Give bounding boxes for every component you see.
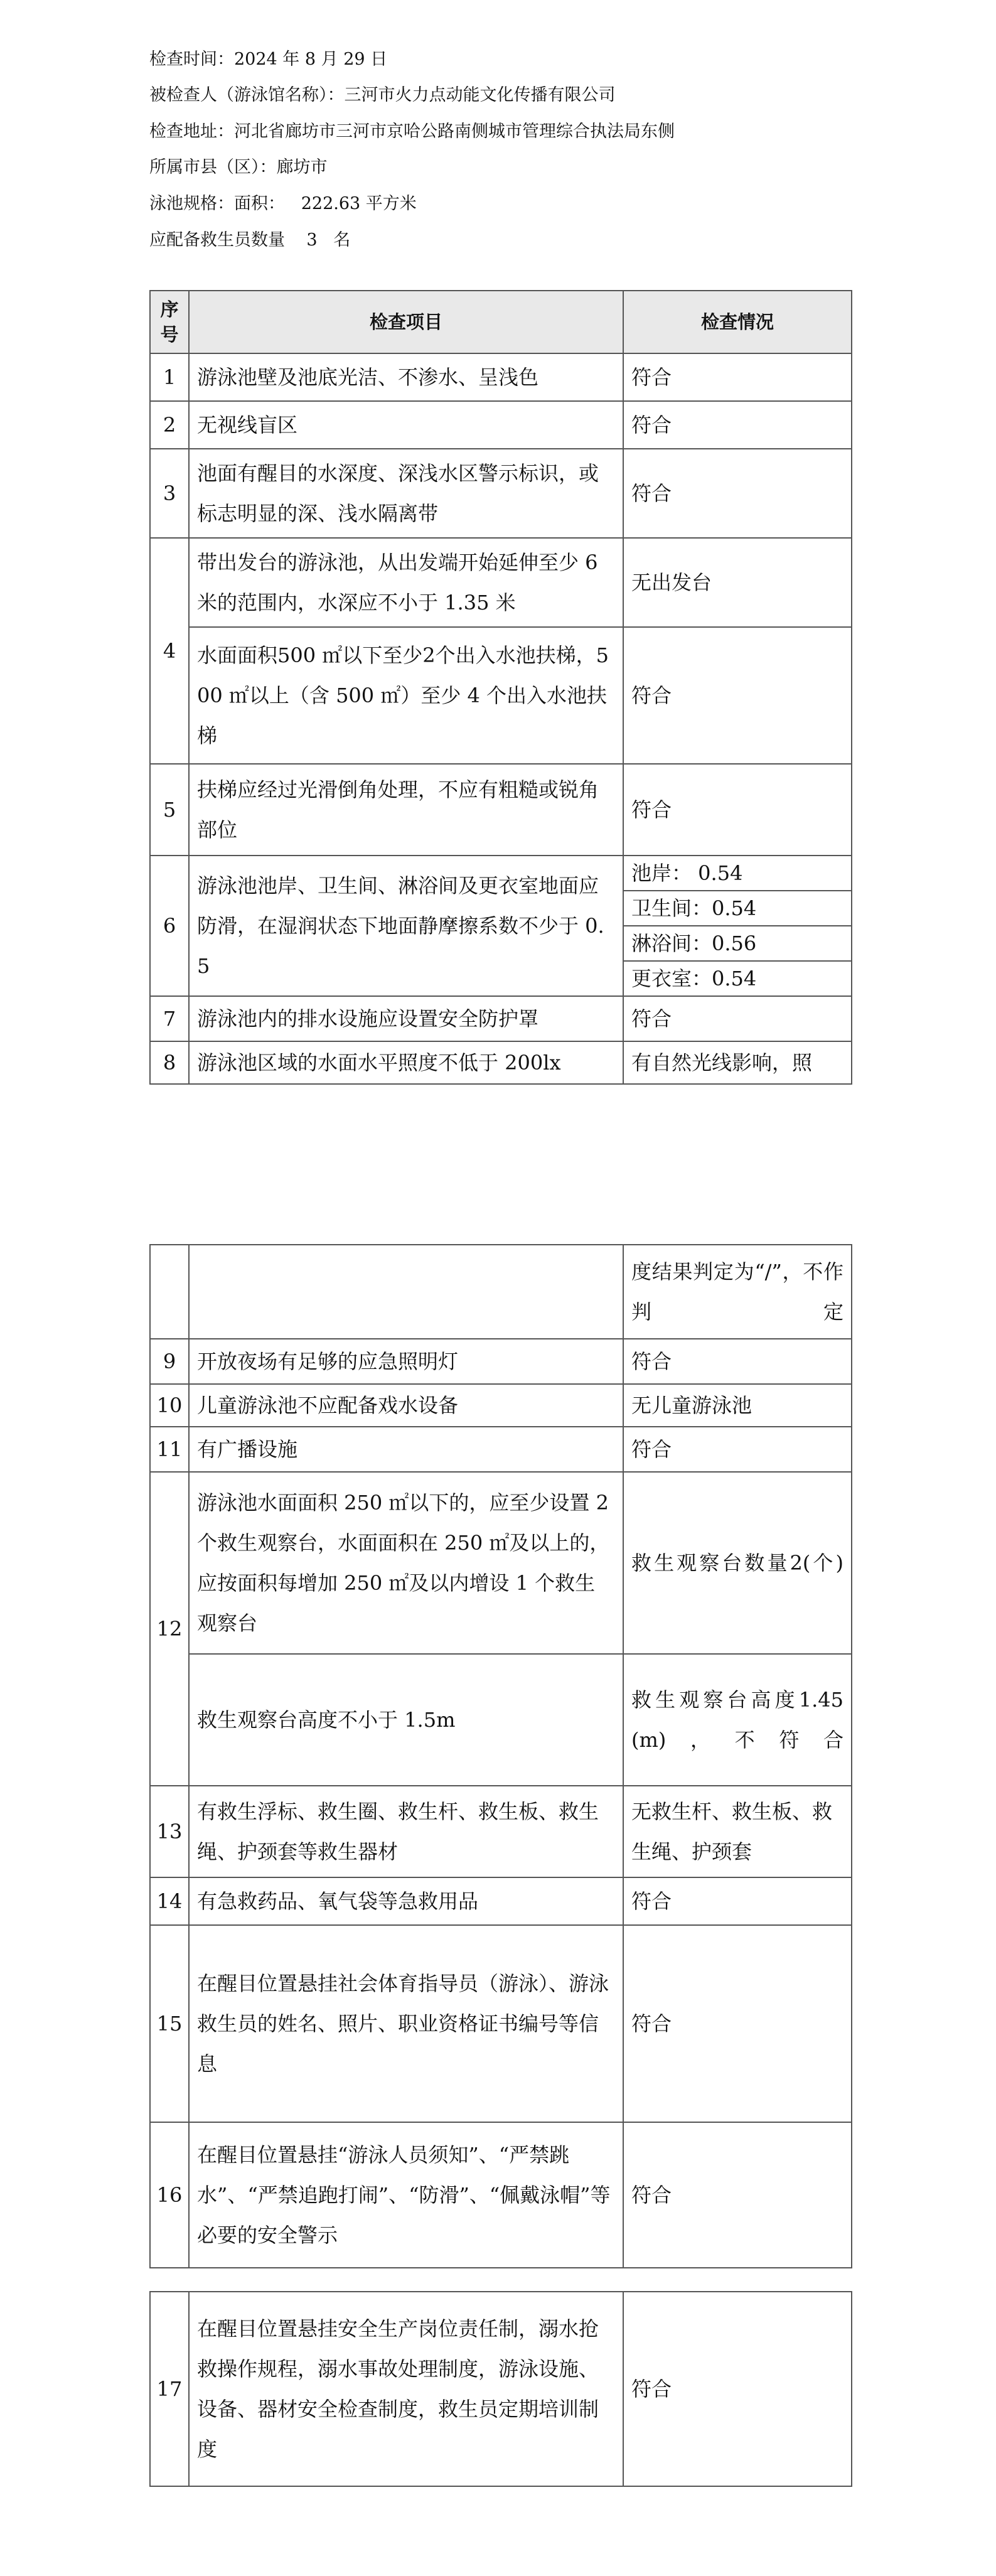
row-result: 符合 [623,2122,852,2268]
row-result: 符合 [623,1877,852,1925]
row-result: 符合 [623,627,852,764]
table-row [150,1041,852,1084]
row-no: 17 [150,2292,189,2486]
row-item: 在醒目位置悬挂“游泳人员须知”、“严禁跳水”、“严禁追跑打闹”、“防滑”、“佩戴泳帽”等必要的安全警示 [189,2122,623,2268]
row-result: 度结果判定为“/”，不作判定 [623,1245,852,1339]
row-result: 有自然光线影响，照 [623,1041,852,1084]
row-result: 符合 [623,1339,852,1384]
row-item: 有救生浮标、救生圈、救生杆、救生板、救生绳、护颈套等救生器材 [189,1786,623,1877]
table-row [150,856,852,891]
table-row [150,401,852,449]
table-row [150,627,852,764]
table-row [150,1245,852,1339]
row-no: 8 [150,1041,189,1084]
row-no: 1 [150,353,189,401]
row-item: 扶梯应经过光滑倒角处理，不应有粗糙或锐角部位 [189,764,623,856]
table-row [150,1472,852,1654]
row-no: 10 [150,1384,189,1427]
table-row [150,1339,852,1384]
row-item: 儿童游泳池不应配备戏水设备 [189,1384,623,1427]
row-item: 游泳池内的排水设施应设置安全防护罩 [189,996,623,1041]
row-no: 14 [150,1877,189,1925]
table-row [150,353,852,401]
row-item: 救生观察台高度不小于 1.5m [189,1654,623,1786]
row-no: 12 [150,1472,189,1786]
row-result: 符合 [623,353,852,401]
table-row [150,1877,852,1925]
row-result: 更衣室：0.54 [623,961,852,996]
row-result: 救生观察台高度1.45(m)，不符合 [623,1654,852,1786]
table-row [150,996,852,1041]
col-header-result: 检查情况 [623,291,852,353]
table-row [150,764,852,856]
row-result: 符合 [623,401,852,449]
table-row [150,2292,852,2486]
row-no: 5 [150,764,189,856]
table-row [150,538,852,627]
inspection-address: 检查地址：河北省廊坊市三河市京哈公路南侧城市管理综合执法局东侧 [149,122,675,141]
table-row [150,1786,852,1877]
table-row [150,1427,852,1472]
row-item [189,1245,623,1339]
row-item: 无视线盲区 [189,401,623,449]
row-item: 池面有醒目的水深度、深浅水区警示标识，或标志明显的深、浅水隔离带 [189,449,623,538]
inspection-table-3 [149,2291,852,2487]
row-item: 游泳池区域的水面水平照度不低于 200lx [189,1041,623,1084]
row-result: 符合 [623,449,852,538]
table-row [150,1654,852,1786]
row-no: 11 [150,1427,189,1472]
row-item: 有急救药品、氧气袋等急救用品 [189,1877,623,1925]
inspected-entity: 被检查人（游泳馆名称）：三河市火力点动能文化传播有限公司 [149,85,616,105]
row-no [150,1245,189,1339]
row-item: 水面面积500 ㎡以下至少2个出入水池扶梯，500 ㎡以上（含 500 ㎡）至少 4 个出入水池扶梯 [189,627,623,764]
row-no: 15 [150,1925,189,2122]
table-row [150,449,852,538]
row-item: 开放夜场有足够的应急照明灯 [189,1339,623,1384]
col-header-item: 检查项目 [189,291,623,353]
inspection-table-1 [149,290,852,1085]
col-header-no: 序 号 [150,291,189,353]
inspection-time: 检查时间：2024 年 8 月 29 日 [149,50,388,69]
row-result: 无救生杆、救生板、救生绳、护颈套 [623,1786,852,1877]
inspection-table-2 [149,1244,852,2268]
row-result: 符合 [623,1925,852,2122]
row-result: 池岸： 0.54 [623,856,852,891]
row-result: 符合 [623,764,852,856]
row-result: 符合 [623,2292,852,2486]
row-result: 卫生间：0.54 [623,891,852,926]
row-no: 7 [150,996,189,1041]
row-result: 无儿童游泳池 [623,1384,852,1427]
row-item: 游泳池壁及池底光洁、不渗水、呈浅色 [189,353,623,401]
row-no: 4 [150,538,189,764]
row-result: 符合 [623,996,852,1041]
table-row [150,2122,852,2268]
row-item: 游泳池池岸、卫生间、淋浴间及更衣室地面应防滑，在湿润状态下地面静摩擦系数不少于 0.5 [189,856,623,996]
row-item: 游泳池水面面积 250 ㎡以下的，应至少设置 2 个救生观察台，水面面积在 250 ㎡及以上的，应按面积每增加 250 ㎡及以内增设 1 个救生观察台 [189,1472,623,1654]
row-no: 16 [150,2122,189,2268]
pool-size: 泳池规格：面积： 222.63 平方米 [149,194,417,213]
row-item: 在醒目位置悬挂安全生产岗位责任制，溺水抢救操作规程，溺水事故处理制度，游泳设施、设备、器材安全检查制度，救生员定期培训制度 [189,2292,623,2486]
table-row [150,1925,852,2122]
row-result: 无出发台 [623,538,852,627]
row-item: 在醒目位置悬挂社会体育指导员（游泳）、游泳救生员的姓名、照片、职业资格证书编号等信息 [189,1925,623,2122]
row-no: 6 [150,856,189,996]
row-no: 2 [150,401,189,449]
lifeguard-count: 应配备救生员数量 3 名 [149,230,351,250]
row-no: 3 [150,449,189,538]
row-result: 救生观察台数量2(个) [623,1472,852,1654]
row-result: 淋浴间：0.56 [623,926,852,961]
region: 所属市县（区）：廊坊市 [149,158,328,177]
row-item: 带出发台的游泳池，从出发端开始延伸至少 6 米的范围内，水深应不小于 1.35 米 [189,538,623,627]
row-result: 符合 [623,1427,852,1472]
table-row [150,1384,852,1427]
row-item: 有广播设施 [189,1427,623,1472]
row-no: 9 [150,1339,189,1384]
row-no: 13 [150,1786,189,1877]
